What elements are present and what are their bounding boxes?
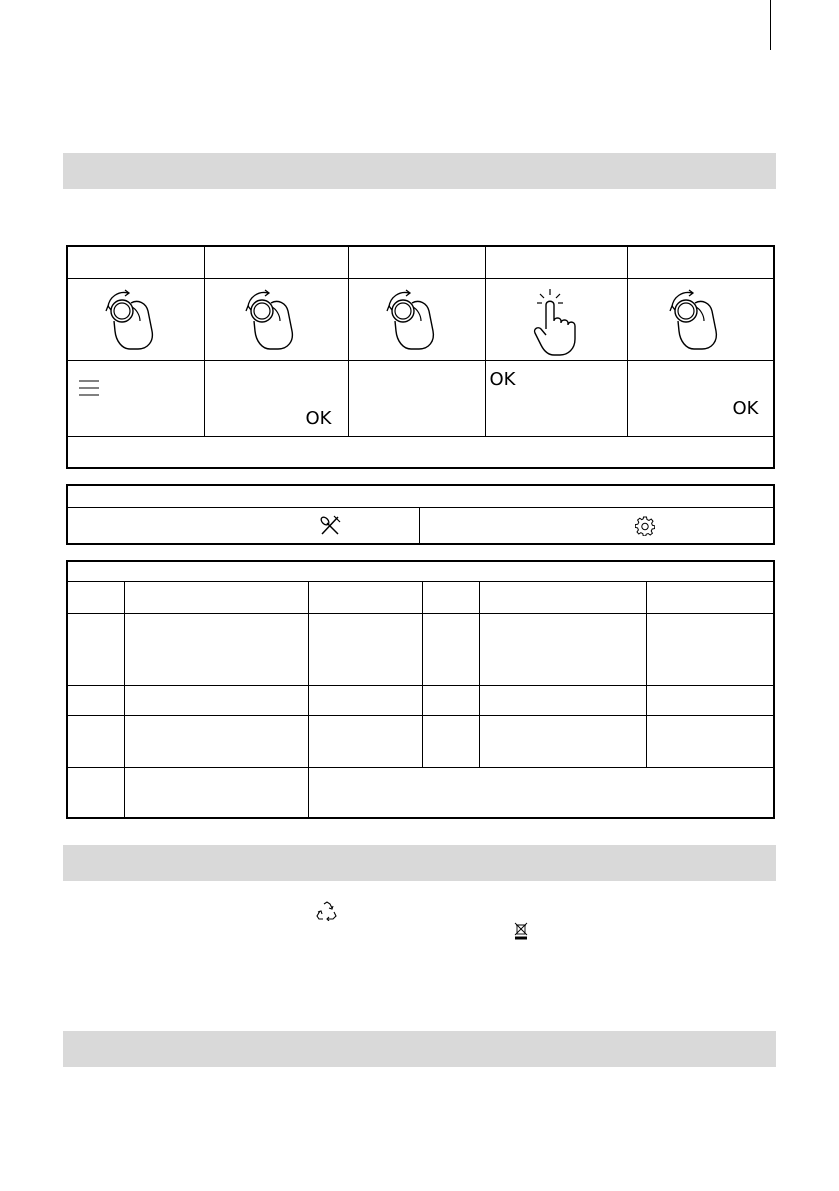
section-header-band-2 xyxy=(63,845,776,881)
step-1-text xyxy=(67,360,204,436)
step-3-text xyxy=(348,360,485,436)
table-header-cell xyxy=(67,581,124,613)
step-5-image xyxy=(627,278,774,360)
step-header-2 xyxy=(204,246,348,278)
ok-label: OK xyxy=(489,368,516,390)
step-header-5 xyxy=(627,246,774,278)
gear-icon xyxy=(635,516,655,536)
ok-label: OK xyxy=(305,407,332,429)
menu-table xyxy=(66,484,775,545)
table-cell xyxy=(646,715,774,767)
table-cell xyxy=(422,685,479,715)
turn-knob-hand-icon xyxy=(377,285,457,355)
page-edge-line xyxy=(770,0,771,50)
table-cell xyxy=(479,685,646,715)
menu-icon xyxy=(79,379,99,397)
turn-knob-hand-icon xyxy=(660,285,740,355)
step-1-image xyxy=(67,278,204,360)
cutlery-icon xyxy=(319,515,341,537)
menu-settings-cell xyxy=(419,507,774,544)
section-header-band-1 xyxy=(63,153,776,189)
table-cell xyxy=(308,685,422,715)
table-cell xyxy=(124,613,308,685)
table-cell xyxy=(67,767,124,818)
table-cell xyxy=(479,613,646,685)
table-cell xyxy=(308,715,422,767)
table-cell xyxy=(422,613,479,685)
table-cell xyxy=(422,715,479,767)
table-cell xyxy=(67,613,124,685)
table-cell xyxy=(124,767,308,818)
section-header-band-3 xyxy=(63,1031,776,1067)
ok-label: OK xyxy=(732,397,759,419)
table-cell xyxy=(67,685,124,715)
menu-cooking-cell xyxy=(67,507,419,544)
step-5-text xyxy=(627,360,774,436)
table-header-cell xyxy=(308,581,422,613)
table-header-cell xyxy=(479,581,646,613)
step-4-image xyxy=(485,278,627,360)
table-cell xyxy=(124,715,308,767)
step-3-image xyxy=(348,278,485,360)
programme-table-title xyxy=(67,561,774,581)
table-cell xyxy=(124,685,308,715)
table-cell xyxy=(308,613,422,685)
table-cell xyxy=(67,715,124,767)
step-table xyxy=(66,245,775,469)
table-cell xyxy=(646,685,774,715)
step-2-image xyxy=(204,278,348,360)
recycle-icon xyxy=(316,901,338,921)
programme-table xyxy=(66,560,775,819)
menu-table-header xyxy=(67,485,774,507)
table-header-cell xyxy=(124,581,308,613)
table-header-cell xyxy=(646,581,774,613)
step-header-1 xyxy=(67,246,204,278)
table-cell xyxy=(479,715,646,767)
table-cell-merged xyxy=(308,767,774,818)
crossed-bin-icon xyxy=(514,922,528,940)
step-4-text xyxy=(485,360,627,436)
table-header-cell xyxy=(422,581,479,613)
step-table-footnote xyxy=(67,436,774,468)
step-2-text xyxy=(204,360,348,436)
touch-hand-icon xyxy=(516,285,596,357)
step-header-3 xyxy=(348,246,485,278)
step-header-4 xyxy=(485,246,627,278)
turn-knob-hand-icon xyxy=(236,285,316,355)
turn-knob-hand-icon xyxy=(96,285,176,355)
table-cell xyxy=(646,613,774,685)
